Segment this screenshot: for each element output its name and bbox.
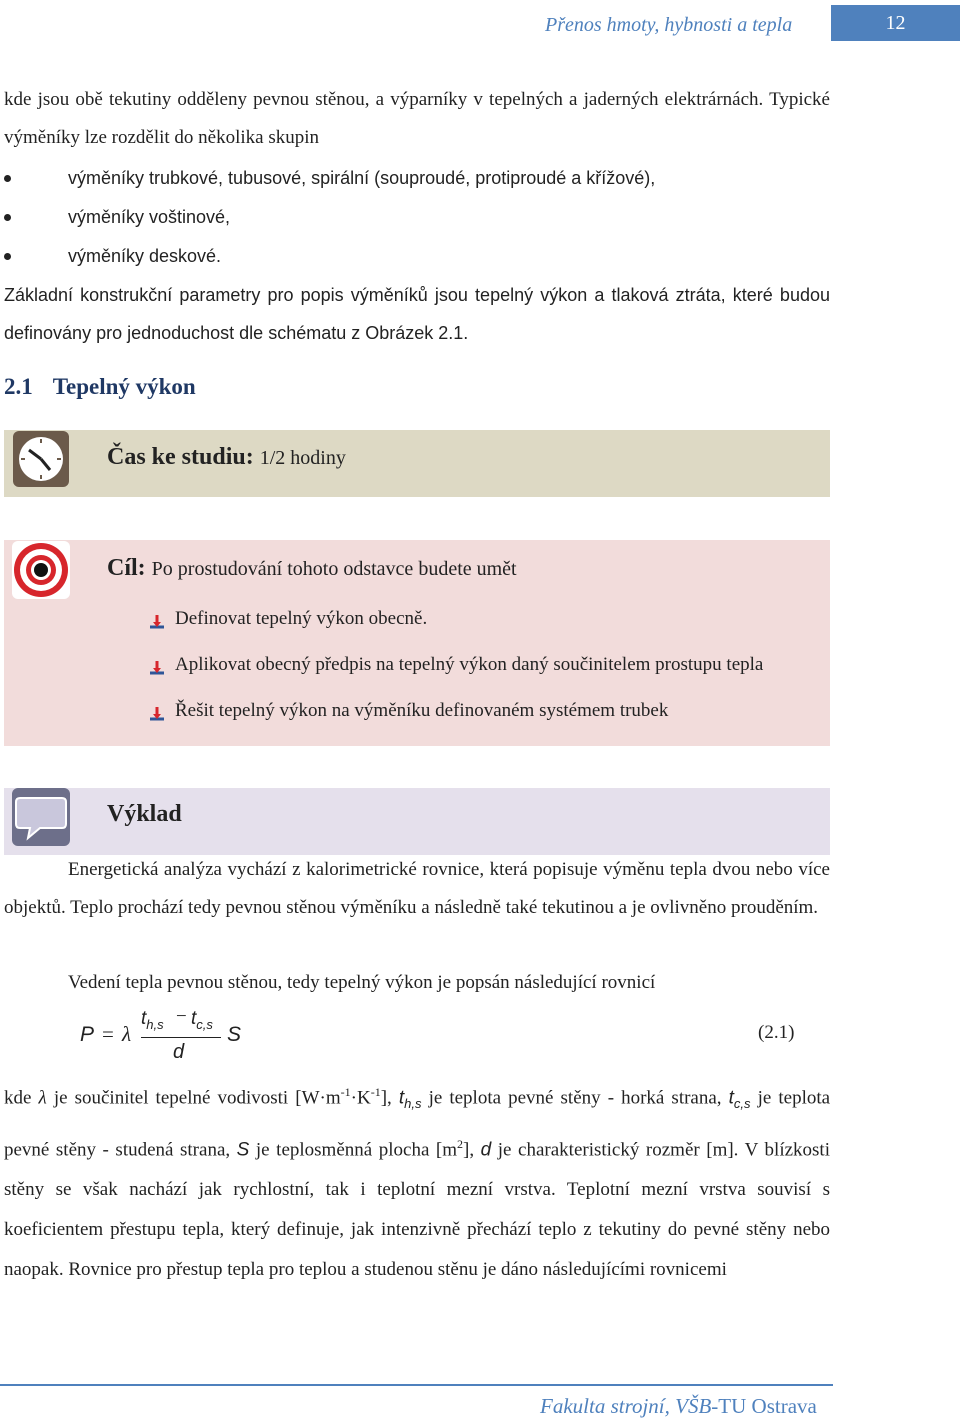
header-title: Přenos hmoty, hybnosti a tepla — [545, 14, 793, 36]
list-item-text: výměníky deskové. — [68, 246, 222, 266]
bullet-icon — [4, 175, 11, 182]
speech-bubble-icon — [12, 788, 70, 846]
equation-intro: Vedení tepla pevnou stěnou, tedy tepelný výkon je popsán následující rovnicí — [68, 972, 656, 993]
section-title: Tepelný výkon — [52, 374, 196, 399]
equation-number: (2.1) — [758, 1022, 795, 1043]
bullet-icon — [4, 253, 11, 260]
arrow-down-icon — [149, 660, 165, 676]
equation-num-t-cold: $t_{c,s}$ — [191, 1008, 213, 1032]
arrow-down-icon — [149, 614, 165, 630]
explanation-paragraph: Energetická analýza vychází z kalorimetrické rovnice, která popisuje výměnu tepla dvou nebo více objektů. Teplo prochází tedy pevnou stěnou výměníku a následně také tekutinou a je ovlivněno prouděním. — [4, 859, 830, 918]
equation-minus: − — [176, 1006, 187, 1027]
study-time-label: Čas ke studiu: — [107, 444, 254, 470]
equation-factor: S — [227, 1023, 242, 1046]
footer-line — [0, 1384, 833, 1386]
equation-equals: = — [102, 1022, 114, 1046]
study-time-title — [107, 444, 346, 471]
parameters-paragraph: Základní konstrukční parametry pro popis výměníků jsou tepelný výkon a tlaková ztráta, které budou definovány pro jednoduchost dle schématu z Obrázek 2.1. — [4, 285, 830, 343]
goal-label: Cíl: — [107, 555, 146, 581]
explanation-box — [4, 788, 830, 855]
equation-num-t-hot: $t_{h,s}$ — [141, 1008, 164, 1032]
bullet-icon — [4, 214, 11, 221]
goal-text: Po prostudování tohoto odstavce budete umět — [151, 558, 517, 580]
equation-2-1 — [78, 1005, 278, 1065]
footer-school: -TU Ostrava — [711, 1394, 817, 1418]
study-time-value: 1/2 hodiny — [259, 447, 346, 469]
explanation-title: Výklad — [107, 801, 182, 827]
page-number: 12 — [831, 5, 960, 41]
footer — [540, 1394, 817, 1419]
section-number: 2.1 — [4, 374, 33, 399]
equation-lhs: P — [80, 1023, 95, 1046]
list-item-text: výměníky voštinové, — [68, 207, 231, 227]
goal-item-text: Aplikovat obecný předpis na tepelný výkon daný součinitelem prostupu tepla — [175, 654, 764, 675]
goal-item-text: Řešit tepelný výkon na výměníku definovaném systémem trubek — [175, 700, 669, 721]
footer-faculty: Fakulta strojní, VŠB — [540, 1394, 712, 1418]
clock-icon — [12, 430, 70, 488]
goal-item-text: Definovat tepelný výkon obecně. — [175, 608, 428, 629]
goal-box — [4, 540, 830, 746]
fraction-bar — [141, 1037, 221, 1038]
equation-lambda: λ — [122, 1022, 132, 1046]
target-icon — [12, 541, 70, 599]
equation-denominator: d — [173, 1041, 185, 1063]
section-heading — [4, 374, 196, 400]
study-time-box — [4, 430, 830, 497]
arrow-down-icon — [149, 706, 165, 722]
goal-title — [107, 555, 517, 582]
intro-paragraph: kde jsou obě tekutiny odděleny pevnou stěnou, a výparníky v tepelných a jaderných elektrárnách. Typické výměníky lze rozdělit do několika skupin — [4, 89, 830, 148]
variables-paragraph: kde λ je součinitel tepelné vodivosti $[W\cdot m^{-1}\cdot K^{-1}]$, $t_{h,s}$ je teplota pevné stěny - horká strana, $t_{c,s}$ je teplota pevné stěny - studená strana, S je teplosměnná plocha $[m^2]$, d je charakteristický rozměr [m]. V blízkosti stěny se však nachází jak rychlostní, tak i teplotní mezní vrstva. Teplotní mezní vrstva souvisí s koeficientem přestupu tepla, který definuje, jak intenzivně přechází teplo z tekutiny do pevné stěny nebo naopak. Rovnice pro přestup tepla pro teplou a studenou stěnu je dáno následujícími rovnicemi — [4, 1085, 831, 1281]
list-item-text: výměníky trubkové, tubusové, spirální (souproudé, protiproudé a křížové), — [68, 168, 656, 188]
